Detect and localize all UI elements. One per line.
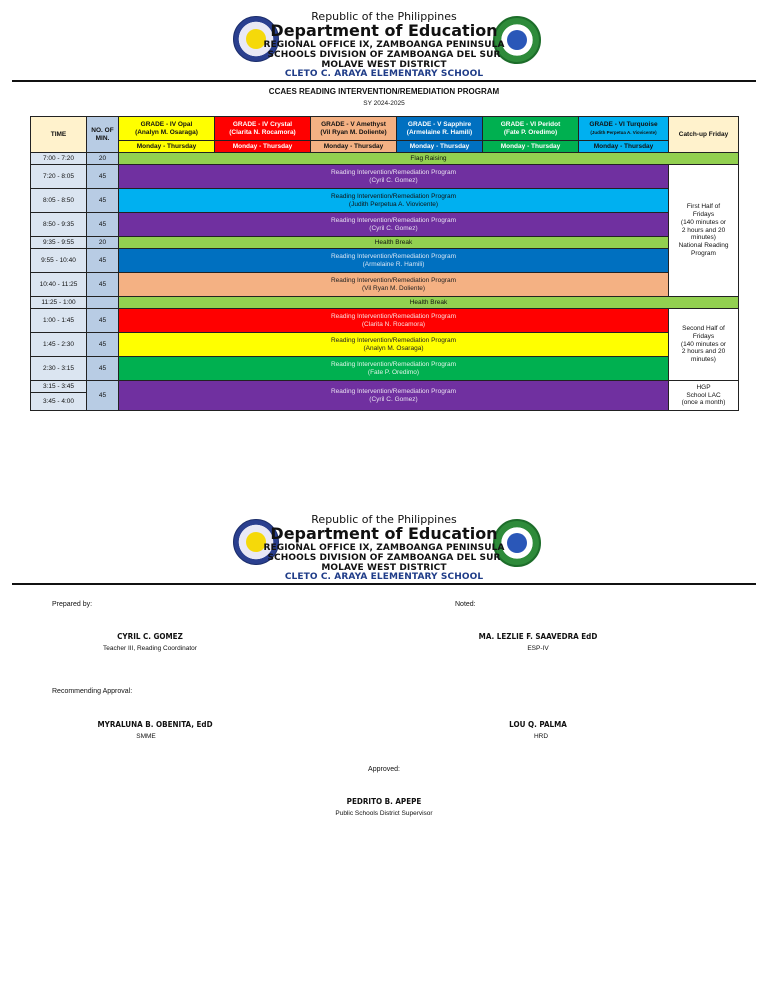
prepared-by-label: Prepared by: (52, 601, 93, 608)
health-break: Health Break (119, 237, 669, 249)
days-amethyst: Monday - Thursday (311, 141, 397, 153)
program-block: Reading Intervention/Remediation Program (Fate P. Oredimo) (119, 357, 669, 381)
health-break: Health Break (119, 297, 739, 309)
republic-line: Republic of the Philippines (311, 10, 457, 23)
program-block: Reading Intervention/Remediation Program (Cyril C. Gomez) (119, 213, 669, 237)
region-line: REGIONAL OFFICE IX, ZAMBOANGA PENINSULA (263, 40, 505, 50)
header-rule (12, 80, 756, 82)
flag-raising: Flag Raising (119, 153, 739, 165)
noted-label: Noted: (455, 601, 476, 608)
days-peridot: Monday - Thursday (483, 141, 579, 153)
table-row: 2:30 - 3:15 45 Reading Intervention/Remediation Program (Fate P. Oredimo) (31, 357, 739, 381)
table-row: 8:50 - 9:35 45 Reading Intervention/Remediation Program (Cyril C. Gomez) (31, 213, 739, 237)
table-row: 9:55 - 10:40 45 Reading Intervention/Remediation Program (Armelaine R. Hamili) (31, 249, 739, 273)
prepared-name: CYRIL C. GOMEZ (117, 632, 183, 641)
recommending-position-1: SMME (136, 733, 156, 740)
school-name: CLETO C. ARAYA ELEMENTARY SCHOOL (284, 572, 484, 582)
table-row: 7:20 - 8:05 45 Reading Intervention/Remediation Program (Cyril C. Gomez) First Half of Fridays (140 minutes or 2 hours and 20 minutes) National Reading Program (31, 165, 739, 189)
table-row: 1:45 - 2:30 45 Reading Intervention/Remediation Program (Analyn M. Osaraga) (31, 333, 739, 357)
recommending-position-2: HRD (533, 733, 549, 740)
table-row: 10:40 - 11:25 45 Reading Intervention/Remediation Program (Vil Ryan M. Doliente) (31, 273, 739, 297)
noted-position: ESP-IV (527, 645, 549, 652)
approved-name: PEDRITO B. APEPE (346, 797, 422, 806)
grade-header-amethyst: GRADE - V Amethyst (Vil Ryan M. Doliente) (311, 117, 397, 141)
recommending-name-2: LOU Q. PALMA (509, 720, 567, 729)
program-title: CCAES READING INTERVENTION/REMEDIATION PROGRAM (268, 87, 500, 96)
minutes-header: NO. OF MIN. (87, 117, 119, 153)
grade-header-crystal: GRADE - IV Crystal (Clarita N. Rocamora) (215, 117, 311, 141)
approved-position: Public Schools District Supervisor (335, 810, 433, 817)
program-block: Reading Intervention/Remediation Program (Vil Ryan M. Doliente) (119, 273, 669, 297)
table-row: 8:05 - 8:50 45 Reading Intervention/Remediation Program (Judith Perpetua A. Viovicente) (31, 189, 739, 213)
days-opal: Monday - Thursday (119, 141, 215, 153)
time-header: TIME (31, 117, 87, 153)
department-name: Department of Education (270, 21, 498, 40)
district-line: MOLAVE WEST DISTRICT (321, 60, 447, 70)
grade-header-sapphire: GRADE - V Sapphire (Armelaine R. Hamili) (397, 117, 483, 141)
letterhead-top (0, 10, 768, 92)
letterhead-bottom (0, 513, 768, 595)
friday-second-half: Second Half of Fridays (140 minutes or 2 hours and 20 minutes) (669, 309, 739, 381)
school-year: SY 2024-2025 (363, 100, 405, 107)
table-row: 3:45 - 4:00 (31, 393, 739, 411)
approved-label: Approved: (368, 766, 400, 773)
friday-first-half: First Half of Fridays (140 minutes or 2 hours and 20 minutes) National Reading Program (669, 165, 739, 297)
division-line: SCHOOLS DIVISION OF ZAMBOANGA DEL SUR (267, 50, 501, 60)
grade-header-turquoise: GRADE - VI Turquoise (Judith Perpetua A. Viovicente) (579, 117, 669, 141)
table-row: 11:25 - 1:00 Health Break (31, 297, 739, 309)
table-row: 7:00 - 7:20 20 Flag Raising (31, 153, 739, 165)
program-block: Reading Intervention/Remediation Program (Judith Perpetua A. Viovicente) (119, 189, 669, 213)
table-row: 3:15 - 3:45 45 Reading Intervention/Remediation Program (Cyril C. Gomez) HGP School LAC (once a month) (31, 381, 739, 393)
table-row: 9:35 - 9:55 20 Health Break (31, 237, 739, 249)
program-block: Reading Intervention/Remediation Program (Clarita N. Rocamora) (119, 309, 669, 333)
school-name: CLETO C. ARAYA ELEMENTARY SCHOOL (284, 69, 484, 79)
catchup-friday-header: Catch-up Friday (669, 117, 739, 153)
days-crystal: Monday - Thursday (215, 141, 311, 153)
division-line: SCHOOLS DIVISION OF ZAMBOANGA DEL SUR (267, 553, 501, 563)
district-line: MOLAVE WEST DISTRICT (321, 563, 447, 573)
friday-hgp-lac: HGP School LAC (once a month) (669, 381, 739, 411)
noted-name: MA. LEZLIE F. SAAVEDRA EdD (478, 632, 598, 641)
program-block: Reading Intervention/Remediation Program (Armelaine R. Hamili) (119, 249, 669, 273)
department-name: Department of Education (270, 524, 498, 543)
table-row: 1:00 - 1:45 45 Reading Intervention/Remediation Program (Clarita N. Rocamora) Second Half of Fridays (140 minutes or 2 hours and 20 minutes) (31, 309, 739, 333)
prepared-position: Teacher III, Reading Coordinator (103, 645, 197, 652)
grade-header-opal: GRADE - IV Opal (Analyn M. Osaraga) (119, 117, 215, 141)
program-block: Reading Intervention/Remediation Program (Cyril C. Gomez) (119, 165, 669, 189)
days-sapphire: Monday - Thursday (397, 141, 483, 153)
header-rule (12, 583, 756, 585)
republic-line: Republic of the Philippines (311, 513, 457, 526)
region-line: REGIONAL OFFICE IX, ZAMBOANGA PENINSULA (263, 543, 505, 553)
schedule-table (30, 116, 739, 411)
program-block: Reading Intervention/Remediation Program (Analyn M. Osaraga) (119, 333, 669, 357)
days-turquoise: Monday - Thursday (579, 141, 669, 153)
recommending-label: Recommending Approval: (52, 688, 133, 695)
grade-header-peridot: GRADE - VI Peridot (Fate P. Oredimo) (483, 117, 579, 141)
program-block: Reading Intervention/Remediation Program (Cyril C. Gomez) (119, 381, 669, 411)
recommending-name-1: MYRALUNA B. OBENITA, EdD (97, 720, 213, 729)
